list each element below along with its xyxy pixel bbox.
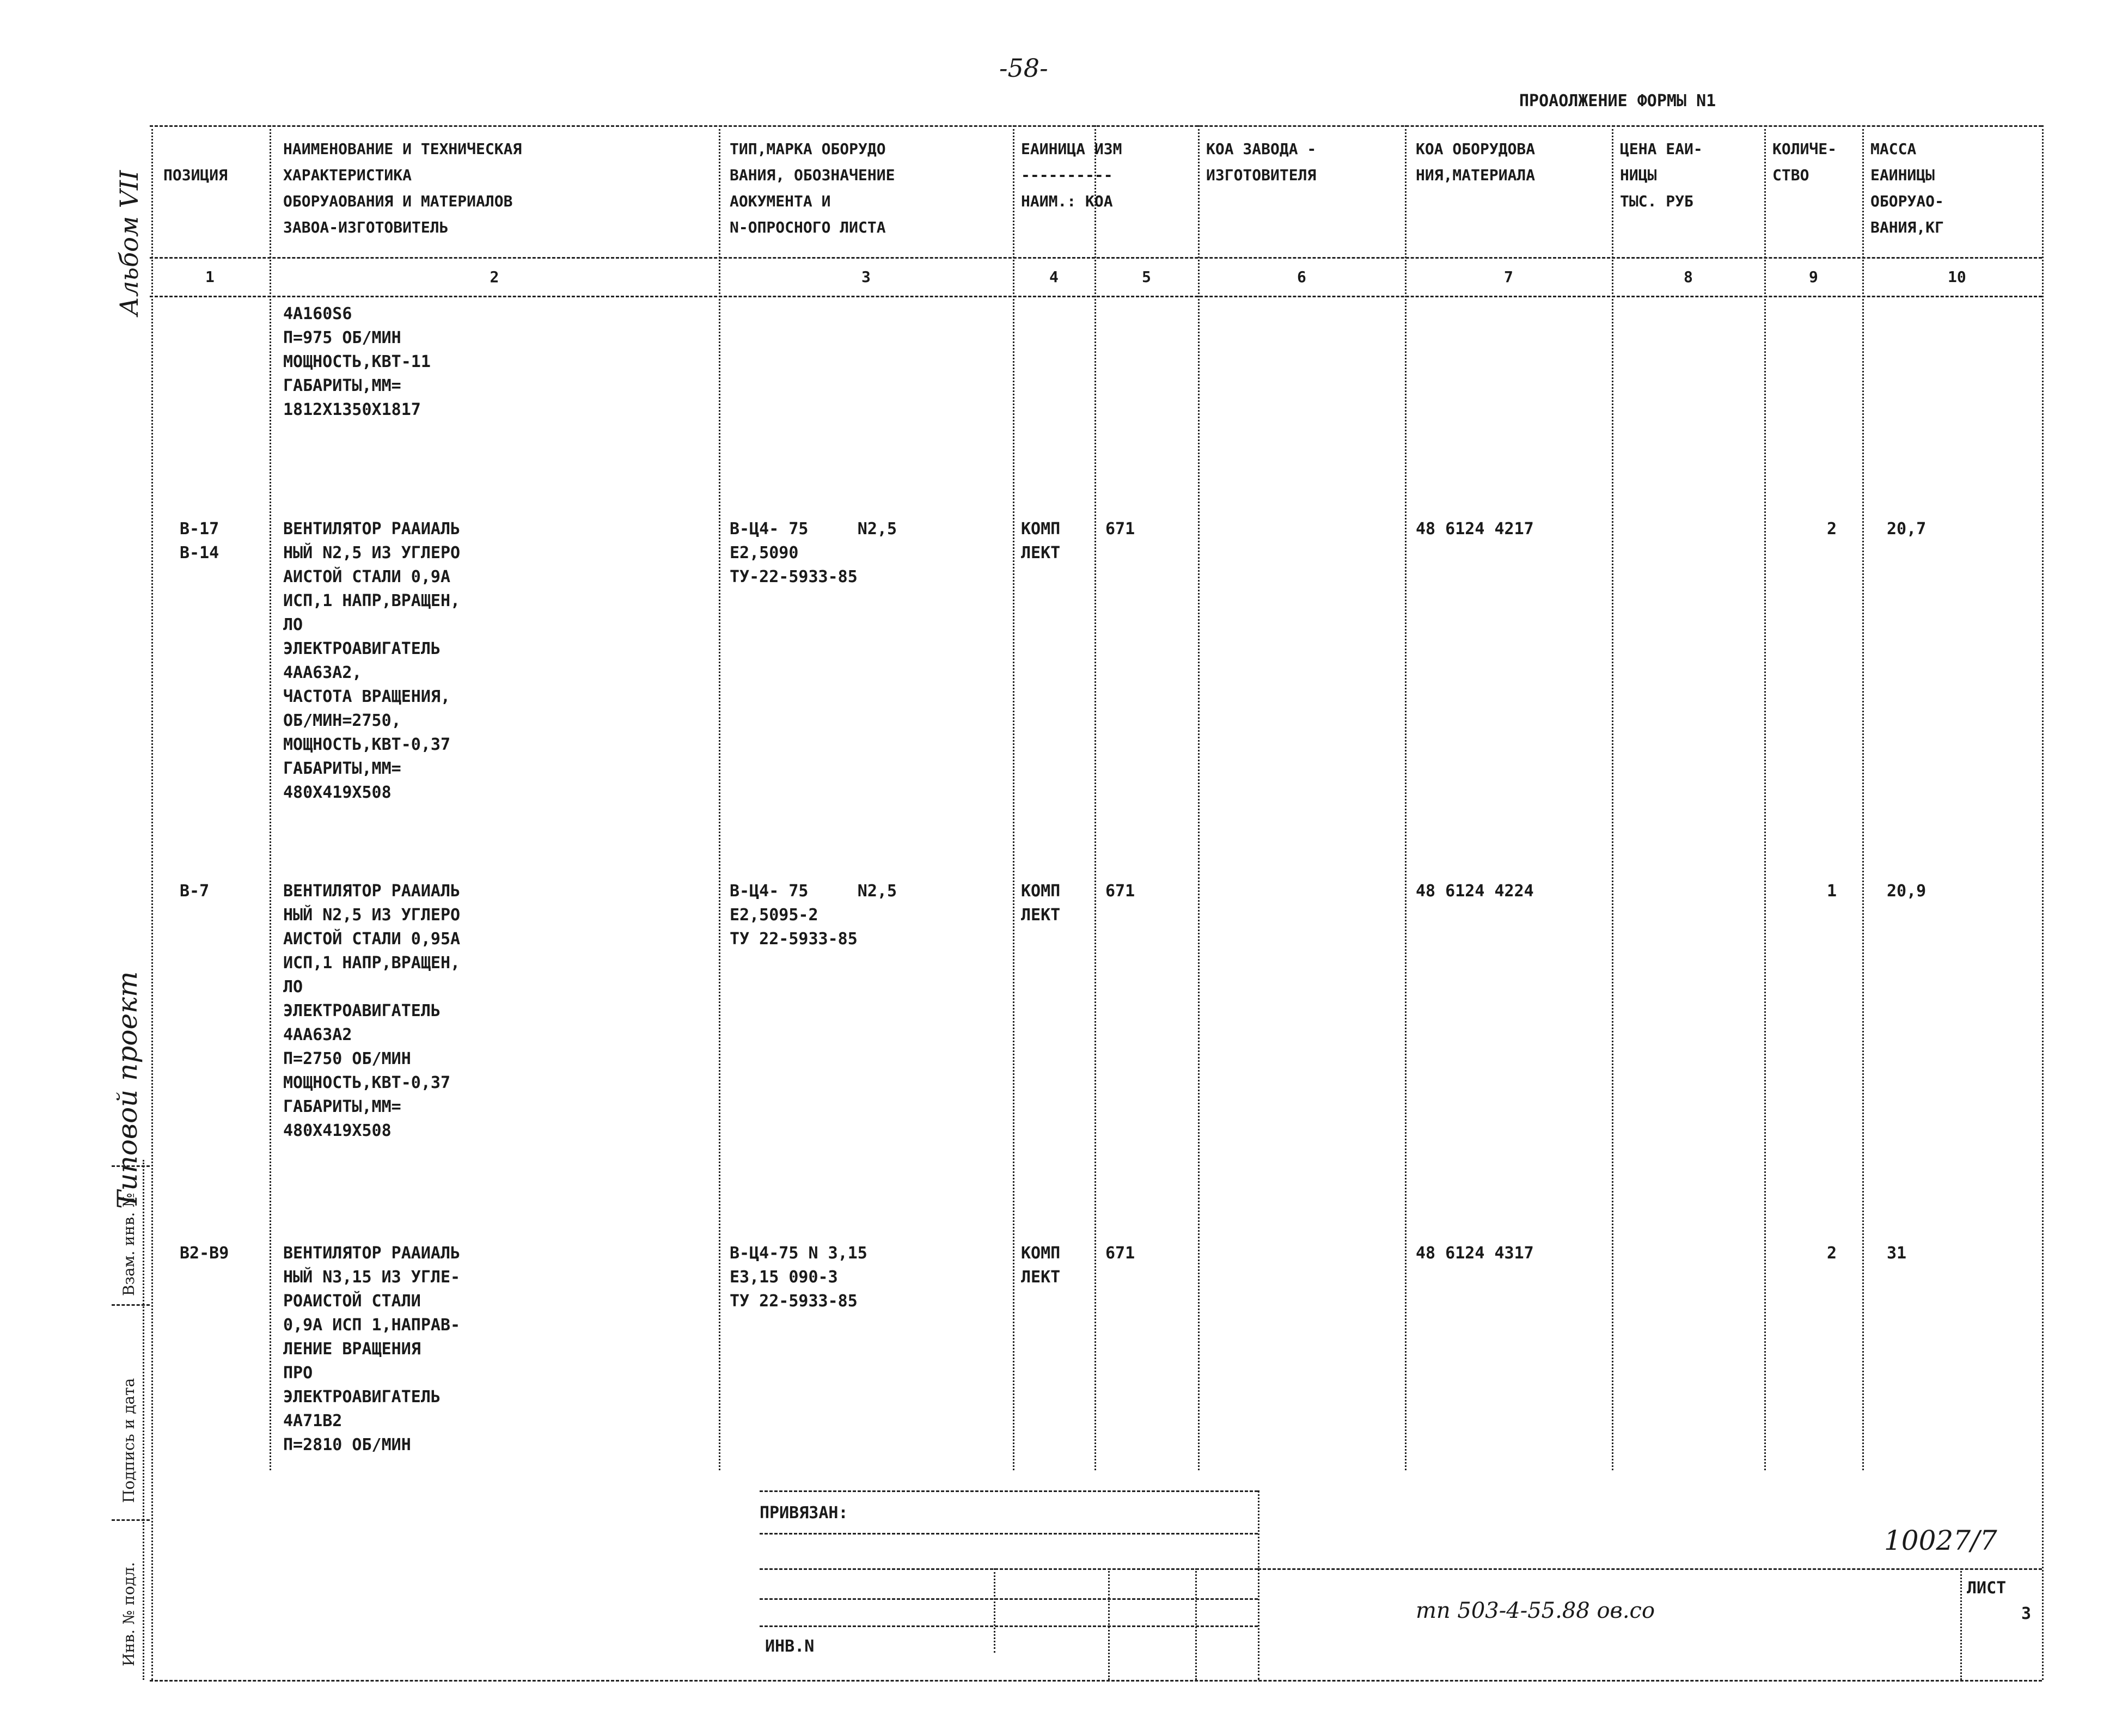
column-header-line: АОКУМЕНТА И [730, 192, 831, 210]
unit-name: ЛЕКТ [1021, 543, 1061, 563]
column-header-line: ОБОРУАОВАНИЯ И МАТЕРИАЛОВ [283, 192, 513, 210]
unit-code: 671 [1105, 1244, 1135, 1263]
column-number: 6 [1297, 268, 1306, 286]
column-header-line: СТВО [1772, 166, 1809, 184]
column-number: 10 [1948, 268, 1966, 286]
column-rule [1094, 125, 1096, 1470]
column-rule [1862, 125, 1864, 1470]
stamp-rule [760, 1533, 1258, 1535]
column-header-line: НАИМЕНОВАНИЕ И ТЕХНИЧЕСКАЯ [283, 140, 522, 158]
album-label: Альбом VII [114, 170, 144, 316]
stamp-divider [1108, 1568, 1110, 1680]
column-number: 4 [1049, 268, 1059, 286]
item-description-line: АИСТОЙ СТАЛИ 0,95А [283, 930, 461, 949]
rule-bottom [150, 1680, 2042, 1682]
stamp-rule [760, 1568, 1258, 1570]
item-description-line: МОЩНОСТЬ,КВТ-0,37 [283, 735, 451, 754]
item-description-line: ЭЛЕКТРОАВИГАТЕЛЬ [283, 1387, 441, 1407]
equipment-code: 48 6124 4224 [1416, 882, 1534, 901]
quantity: 2 [1827, 1244, 1837, 1263]
type-mark-line: ТУ 22-5933-85 [730, 1292, 858, 1311]
column-rule [2042, 125, 2044, 1680]
column-header-line: ---------- [1021, 166, 1113, 184]
item-description-line: ЭЛЕКТРОАВИГАТЕЛЬ [283, 1001, 441, 1020]
item-description-line: ИСП,1 НАПР,ВРАЩЕН, [283, 953, 461, 973]
stamp-rule [760, 1490, 1258, 1492]
quantity: 1 [1827, 882, 1837, 901]
item-description-line: ГАБАРИТЫ,ММ= [283, 759, 401, 778]
column-header-line: ПОЗИЦИЯ [163, 166, 228, 184]
unit-code: 671 [1105, 882, 1135, 901]
unit-code: 671 [1105, 519, 1135, 539]
inv-label: ИНВ.N [765, 1637, 815, 1656]
item-description-line: П=2810 ОБ/МИН [283, 1435, 411, 1454]
column-header-line: ХАРАКТЕРИСТИКА [283, 166, 412, 184]
type-mark-line: Е2,5090 [730, 543, 799, 563]
column-rule [1198, 125, 1200, 1470]
item-description-line: ВЕНТИЛЯТОР РААИАЛЬ [283, 519, 461, 539]
continuation-heading: ПРОАОЛЖЕНИЕ ФОРМЫ N1 [1519, 91, 1716, 111]
handwritten-number: 10027/7 [1884, 1525, 1997, 1556]
side-margin-line [143, 1160, 144, 1680]
stamp-label-inv: Инв. № подл. [120, 1562, 138, 1666]
continued-line: П=975 ОБ/МИН [283, 328, 401, 347]
type-mark-line: Е2,5095-2 [730, 906, 818, 925]
column-header-line: ВАНИЯ, ОБОЗНАЧЕНИЕ [730, 166, 895, 184]
stamp-label-replace: Взам. инв. № [120, 1193, 138, 1296]
item-description-line: НЫЙ N3,15 ИЗ УГЛЕ- [283, 1268, 461, 1287]
type-mark-line: Е3,15 090-3 [730, 1268, 838, 1287]
column-number: 8 [1684, 268, 1693, 286]
item-description-line: ЛО [283, 977, 303, 997]
privyazan-label: ПРИВЯЗАН: [760, 1503, 848, 1523]
side-stamp-rule [112, 1304, 150, 1306]
stamp-divider [1258, 1490, 1259, 1680]
column-header-line: КОА ЗАВОДА - [1206, 140, 1317, 158]
item-description-line: 4А71В2 [283, 1411, 343, 1431]
side-stamp-rule [112, 1519, 150, 1521]
unit-mass: 20,9 [1887, 882, 1927, 901]
column-header-line: НИЦЫ [1620, 166, 1657, 184]
item-description-line: 480Х419Х508 [283, 1121, 392, 1140]
item-description-line: АИСТОЙ СТАЛИ 0,9А [283, 567, 451, 586]
item-description-line: 0,9А ИСП 1,НАПРАВ- [283, 1316, 461, 1335]
item-description-line: РОАИСТОЙ СТАЛИ [283, 1292, 421, 1311]
type-mark-line: ТУ 22-5933-85 [730, 930, 858, 949]
item-description-line: ЛО [283, 615, 303, 634]
type-mark-line: ТУ-22-5933-85 [730, 567, 858, 586]
unit-mass: 31 [1887, 1244, 1907, 1263]
column-rule [151, 125, 153, 1680]
column-rule [1764, 125, 1766, 1470]
item-description-line: ВЕНТИЛЯТОР РААИАЛЬ [283, 1244, 461, 1263]
type-mark-line: В-Ц4- 75 N2,5 [730, 882, 897, 901]
item-description-line: ЧАСТОТА ВРАЩЕНИЯ, [283, 687, 451, 706]
item-description-line: ЭЛЕКТРОАВИГАТЕЛЬ [283, 639, 441, 658]
column-header-line: КОА ОБОРУДОВА [1416, 140, 1536, 158]
column-header-line: НАИМ.: КОА [1021, 192, 1113, 210]
unit-name: ЛЕКТ [1021, 906, 1061, 925]
item-description-line: НЫЙ N2,5 ИЗ УГЛЕРО [283, 543, 461, 563]
column-rule [719, 125, 720, 1470]
column-rule [1405, 125, 1406, 1470]
page-number: -58- [999, 53, 1048, 83]
sheet-number: 3 [2021, 1604, 2032, 1623]
item-description-line: 4АА63А2 [283, 1025, 352, 1044]
continued-line: МОЩНОСТЬ,КВТ-11 [283, 352, 431, 371]
column-number: 3 [861, 268, 871, 286]
column-header-line: ЕАИНИЦА ИЗМ [1021, 140, 1122, 158]
item-description-line: ЛЕНИЕ ВРАЩЕНИЯ [283, 1340, 421, 1359]
position-code: В2-В9 [180, 1244, 229, 1263]
unit-name: КОМП [1021, 519, 1061, 539]
item-description-line: ОБ/МИН=2750, [283, 711, 401, 730]
stamp-label-sign: Подпись и дата [120, 1378, 138, 1503]
unit-name: КОМП [1021, 882, 1061, 901]
column-header-line: N-ОПРОСНОГО ЛИСТА [730, 218, 886, 236]
column-number: 5 [1142, 268, 1151, 286]
column-header-line: ЦЕНА ЕАИ- [1620, 140, 1703, 158]
position-code: В-17 [180, 519, 219, 539]
column-number: 2 [490, 268, 499, 286]
type-mark-line: В-Ц4-75 N 3,15 [730, 1244, 867, 1263]
item-description-line: ГАБАРИТЫ,ММ= [283, 1097, 401, 1116]
stamp-divider [994, 1568, 995, 1653]
continued-line: 4А160S6 [283, 304, 352, 323]
stamp-divider [1195, 1568, 1197, 1680]
column-header-line: НИЯ,МАТЕРИАЛА [1416, 166, 1536, 184]
continued-line: 1812Х1350Х1817 [283, 400, 421, 419]
position-code: В-14 [180, 543, 219, 563]
equipment-code: 48 6124 4317 [1416, 1244, 1534, 1263]
stamp-rule [1258, 1568, 2042, 1570]
equipment-code: 48 6124 4217 [1416, 519, 1534, 539]
item-description-line: 480Х419Х508 [283, 783, 392, 802]
column-header-line: КОЛИЧЕ- [1772, 140, 1837, 158]
column-header-line: МАССА [1870, 140, 1917, 158]
column-rule [1013, 125, 1014, 1470]
item-description-line: ПРО [283, 1364, 313, 1383]
position-code: В-7 [180, 882, 210, 901]
item-description-line: ИСП,1 НАПР,ВРАЩЕН, [283, 591, 461, 610]
column-header-line: ВАНИЯ,КГ [1870, 218, 1944, 236]
stamp-divider [1960, 1568, 1962, 1680]
column-header-line: ЕАИНИЦЫ [1870, 166, 1935, 184]
column-number: 9 [1809, 268, 1818, 286]
column-rule [1612, 125, 1613, 1470]
document-code: тп 503-4-55.88 ов.со [1416, 1598, 1655, 1623]
column-header-line: ТИП,МАРКА ОБОРУДО [730, 140, 886, 158]
column-rule [270, 125, 271, 1470]
sheet-label: ЛИСТ [1967, 1579, 2007, 1598]
item-description-line: 4АА63А2, [283, 663, 362, 682]
project-label: Типовой проект [112, 971, 143, 1209]
column-header-line: ТЫС. РУБ [1620, 192, 1693, 210]
column-number: 7 [1504, 268, 1513, 286]
unit-name: ЛЕКТ [1021, 1268, 1061, 1287]
column-header-line: ОБОРУАО- [1870, 192, 1944, 210]
column-header-line: ИЗГОТОВИТЕЛЯ [1206, 166, 1317, 184]
stamp-rule [760, 1625, 1258, 1627]
item-description-line: НЫЙ N2,5 ИЗ УГЛЕРО [283, 906, 461, 925]
unit-mass: 20,7 [1887, 519, 1927, 539]
unit-name: КОМП [1021, 1244, 1061, 1263]
continued-line: ГАБАРИТЫ,ММ= [283, 376, 401, 395]
item-description-line: МОЩНОСТЬ,КВТ-0,37 [283, 1073, 451, 1092]
column-header-line: ЗАВОА-ИЗГОТОВИТЕЛЬ [283, 218, 449, 236]
side-stamp-rule [112, 1165, 150, 1167]
stamp-rule [760, 1598, 1258, 1600]
type-mark-line: В-Ц4- 75 N2,5 [730, 519, 897, 539]
item-description-line: ВЕНТИЛЯТОР РААИАЛЬ [283, 882, 461, 901]
quantity: 2 [1827, 519, 1837, 539]
column-number: 1 [205, 268, 215, 286]
item-description-line: П=2750 ОБ/МИН [283, 1049, 411, 1068]
